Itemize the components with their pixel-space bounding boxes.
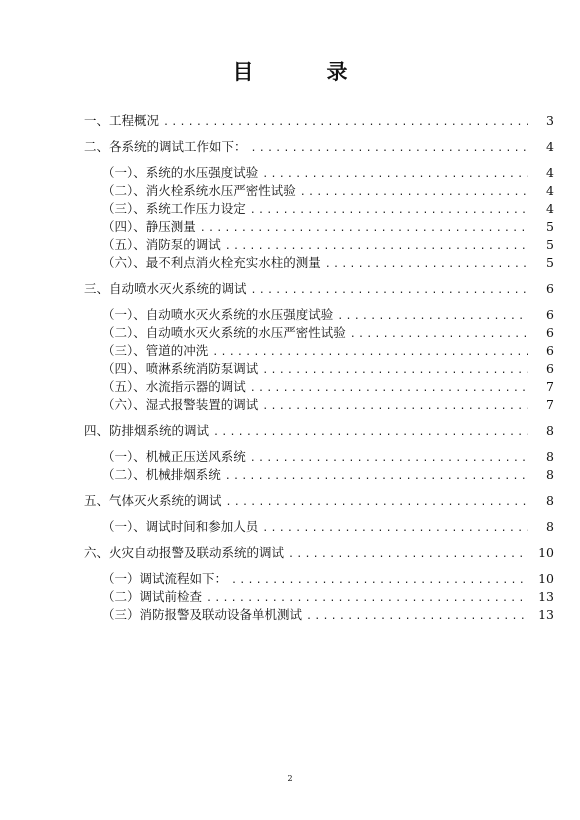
toc-dot-leader bbox=[250, 380, 528, 398]
toc-subsection-entry[interactable] bbox=[84, 218, 554, 236]
toc-dot-leader bbox=[251, 282, 528, 300]
toc-dot-leader bbox=[231, 572, 528, 590]
toc-dot-leader bbox=[250, 202, 528, 220]
toc-subsection-entry[interactable] bbox=[84, 254, 554, 272]
toc-dot-leader bbox=[306, 608, 528, 626]
toc-entry-page: 4 bbox=[546, 183, 554, 198]
toc-dot-leader bbox=[337, 308, 528, 326]
toc-entry-label: （二）、自动喷水灭火系统的水压严密性试验 bbox=[102, 325, 346, 340]
toc-entry-page: 7 bbox=[546, 379, 554, 394]
toc-subsection-entry[interactable] bbox=[84, 324, 554, 342]
toc-dot-leader bbox=[262, 398, 528, 416]
toc-entry-label: （六）、湿式报警装置的调试 bbox=[102, 397, 259, 412]
toc-section-entry[interactable] bbox=[84, 544, 554, 562]
toc-entry-label: （五）、消防泵的调试 bbox=[102, 237, 221, 252]
toc-section-entry[interactable] bbox=[84, 422, 554, 440]
toc-entry-page: 6 bbox=[546, 281, 554, 296]
toc-section-entry[interactable] bbox=[84, 280, 554, 298]
toc-dot-leader bbox=[213, 424, 528, 442]
toc-subsection-entry[interactable] bbox=[84, 200, 554, 218]
toc-dot-leader bbox=[262, 166, 528, 184]
toc-entry-label: 三、自动喷水灭火系统的调试 bbox=[84, 281, 247, 296]
toc-entry-page: 6 bbox=[546, 343, 554, 358]
toc-entry-label: （二）调试前检查 bbox=[102, 589, 203, 604]
toc-subsection-entry[interactable] bbox=[84, 378, 554, 396]
toc-entry-label: （四）、静压测量 bbox=[102, 219, 196, 234]
toc-entry-label: （六）、最不利点消火栓充实水柱的测量 bbox=[102, 255, 321, 270]
toc-entry-page: 8 bbox=[546, 449, 554, 464]
toc-subsection-entry[interactable] bbox=[84, 182, 554, 200]
toc-entry-label: （二）、消火栓系统水压严密性试验 bbox=[102, 183, 296, 198]
toc-dot-leader bbox=[325, 256, 528, 274]
toc-entry-page: 7 bbox=[546, 397, 554, 412]
toc-entry-page: 5 bbox=[546, 255, 554, 270]
toc-entry-page: 3 bbox=[546, 113, 554, 128]
toc-entry-page: 6 bbox=[546, 325, 554, 340]
toc-subsection-entry[interactable] bbox=[84, 342, 554, 360]
toc-entry-page: 8 bbox=[546, 519, 554, 534]
toc-entry-page: 10 bbox=[538, 545, 554, 560]
toc-entry-label: 四、防排烟系统的调试 bbox=[84, 423, 210, 438]
toc-dot-leader bbox=[212, 344, 528, 362]
toc-dot-leader bbox=[225, 468, 528, 486]
toc-entry-page: 13 bbox=[538, 607, 554, 622]
toc-entry-page: 4 bbox=[546, 165, 554, 180]
toc-entry-label: 六、火灾自动报警及联动系统的调试 bbox=[84, 545, 285, 560]
toc-entry-label: （三）消防报警及联动设备单机测试 bbox=[102, 607, 303, 622]
toc-entry-page: 6 bbox=[546, 361, 554, 376]
toc-entry-page: 8 bbox=[546, 493, 554, 508]
toc-entry-label: （一）、系统的水压强度试验 bbox=[102, 165, 259, 180]
toc-subsection-entry[interactable] bbox=[84, 588, 554, 606]
toc-entry-page: 13 bbox=[538, 589, 554, 604]
table-of-contents bbox=[84, 112, 554, 624]
toc-entry-page: 4 bbox=[546, 201, 554, 216]
toc-subsection-entry[interactable] bbox=[84, 518, 554, 536]
toc-dot-leader bbox=[226, 494, 528, 512]
toc-dot-leader bbox=[262, 362, 528, 380]
toc-section-entry[interactable] bbox=[84, 112, 554, 130]
toc-subsection-entry[interactable] bbox=[84, 466, 554, 484]
toc-section-entry[interactable] bbox=[84, 492, 554, 510]
toc-entry-label: （一）、调试时间和参加人员 bbox=[102, 519, 259, 534]
toc-subsection-entry[interactable] bbox=[84, 306, 554, 324]
toc-subsection-entry[interactable] bbox=[84, 606, 554, 624]
toc-subsection-entry[interactable] bbox=[84, 236, 554, 254]
page-number: 2 bbox=[287, 774, 293, 783]
toc-entry-page: 10 bbox=[538, 571, 554, 586]
toc-subsection-entry[interactable] bbox=[84, 164, 554, 182]
toc-entry-label: （三）、管道的冲洗 bbox=[102, 343, 209, 358]
toc-entry-label: （三）、系统工作压力设定 bbox=[102, 201, 246, 216]
toc-entry-page: 5 bbox=[546, 219, 554, 234]
page-title: 目 录 bbox=[232, 59, 374, 84]
toc-entry-page: 5 bbox=[546, 237, 554, 252]
toc-dot-leader bbox=[163, 114, 528, 132]
toc-entry-label: 一、工程概况 bbox=[84, 113, 160, 128]
toc-dot-leader bbox=[262, 520, 528, 538]
toc-entry-page: 8 bbox=[546, 467, 554, 482]
toc-subsection-entry[interactable] bbox=[84, 570, 554, 588]
toc-entry-page: 6 bbox=[546, 307, 554, 322]
toc-dot-leader bbox=[251, 140, 528, 158]
toc-subsection-entry[interactable] bbox=[84, 360, 554, 378]
toc-entry-label: （一）调试流程如下： bbox=[102, 571, 228, 586]
toc-entry-label: 二、各系统的调试工作如下： bbox=[84, 139, 247, 154]
toc-entry-label: （二）、机械排烟系统 bbox=[102, 467, 221, 482]
toc-dot-leader bbox=[350, 326, 528, 344]
toc-subsection-entry[interactable] bbox=[84, 448, 554, 466]
toc-entry-label: （四）、喷淋系统消防泵调试 bbox=[102, 361, 259, 376]
toc-dot-leader bbox=[200, 220, 528, 238]
toc-subsection-entry[interactable] bbox=[84, 396, 554, 414]
toc-entry-label: （五）、水流指示器的调试 bbox=[102, 379, 246, 394]
toc-dot-leader bbox=[300, 184, 528, 202]
toc-entry-label: （一）、机械正压送风系统 bbox=[102, 449, 246, 464]
toc-entry-page: 8 bbox=[546, 423, 554, 438]
toc-entry-page: 4 bbox=[546, 139, 554, 154]
toc-dot-leader bbox=[250, 450, 528, 468]
toc-dot-leader bbox=[288, 546, 528, 564]
toc-entry-label: （一）、自动喷水灭火系统的水压强度试验 bbox=[102, 307, 334, 322]
toc-entry-label: 五、气体灭火系统的调试 bbox=[84, 493, 222, 508]
toc-section-entry[interactable] bbox=[84, 138, 554, 156]
